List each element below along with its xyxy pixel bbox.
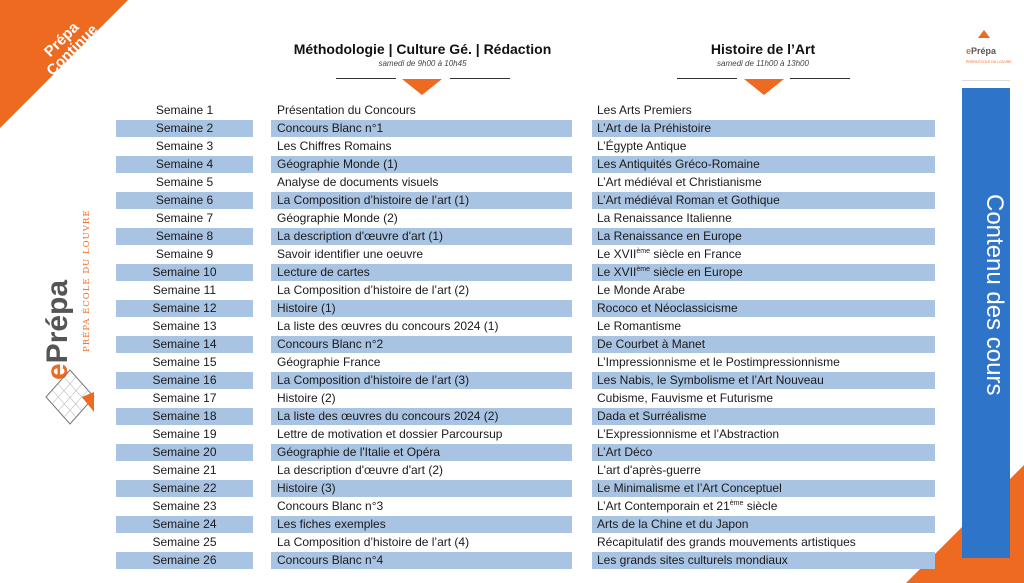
- table-row: [0, 120, 1024, 138]
- table-row: [0, 174, 1024, 192]
- week-cell: Semaine 12: [116, 300, 253, 317]
- week-cell: Semaine 20: [116, 444, 253, 461]
- histoire-cell: Le Romantisme: [597, 319, 682, 333]
- panel-brand-e: e: [966, 46, 972, 56]
- panel-brand-name: Prépa: [971, 46, 997, 56]
- header-rule: [790, 78, 850, 79]
- histoire-cell: La Renaissance en Europe: [592, 228, 935, 245]
- header-rule: [677, 78, 737, 79]
- table-row: [0, 534, 1024, 552]
- week-cell: Semaine 3: [155, 139, 214, 153]
- week-cell: Semaine 17: [152, 391, 217, 405]
- table-row: [0, 408, 1024, 426]
- table-row: [0, 192, 1024, 210]
- methodologie-title: Méthodologie | Culture Gé. | Rédaction: [293, 41, 552, 57]
- histoire-cell: [592, 264, 935, 281]
- histoire-cell: [592, 498, 935, 515]
- table-row: [0, 390, 1024, 408]
- brand-subtitle: PRÉPA ÉCOLE DU LOUVRE: [82, 209, 92, 352]
- methodologie-cell: Savoir identifier une oeuvre: [277, 247, 424, 261]
- week-cell: Semaine 15: [152, 355, 217, 369]
- week-cell: Semaine 21: [152, 463, 217, 477]
- histoire-cell: [592, 246, 935, 263]
- table-row: [0, 354, 1024, 372]
- methodologie-cell: Géographie Monde (1): [271, 156, 572, 173]
- methodologie-cell: Histoire (1): [271, 300, 572, 317]
- histoire-cell: L’Art médiéval Roman et Gothique: [592, 192, 935, 209]
- methodologie-cell: Lecture de cartes: [271, 264, 572, 281]
- histoire-cell: L’Expressionnisme et l’Abstraction: [597, 427, 780, 441]
- methodologie-cell: La Composition d’histoire de l’art (4): [277, 535, 470, 549]
- histoire-text: siècle: [743, 499, 778, 513]
- histoire-text: siècle en France: [649, 247, 742, 261]
- histoire-cell: Cubisme, Fauvisme et Futurisme: [597, 391, 774, 405]
- table-row: [0, 480, 1024, 498]
- week-cell: Semaine 11: [152, 283, 217, 297]
- brand-name: Prépa: [41, 279, 74, 364]
- methodologie-cell: Géographie France: [277, 355, 381, 369]
- week-cell: Semaine 16: [116, 372, 253, 389]
- week-cell: Semaine 18: [116, 408, 253, 425]
- panel-brand-subtitle: PRÉPA ÉCOLE DU LOUVRE: [966, 60, 1012, 64]
- logo-mark-icon: [978, 30, 990, 38]
- histoire-cell: Les Antiquités Gréco-Romaine: [592, 156, 935, 173]
- table-row: [0, 372, 1024, 390]
- methodologie-cell: Concours Blanc n°1: [271, 120, 572, 137]
- table-row: [0, 462, 1024, 480]
- histoire-cell: L’Égypte Antique: [597, 139, 687, 153]
- histoire-cell: L’Art Déco: [592, 444, 935, 461]
- histoire-text: Le XVII: [597, 247, 637, 261]
- methodologie-cell: La description d'œuvre d'art (1): [271, 228, 572, 245]
- histoire-superscript: ème: [636, 266, 650, 273]
- table-row: [0, 210, 1024, 228]
- histoire-cell: Les Arts Premiers: [597, 103, 692, 117]
- week-cell: Semaine 22: [116, 480, 253, 497]
- week-cell: Semaine 25: [152, 535, 217, 549]
- methodologie-cell: Les fiches exemples: [271, 516, 572, 533]
- table-row: [0, 102, 1024, 120]
- week-cell: Semaine 1: [155, 103, 214, 117]
- methodologie-cell: La Composition d’histoire de l’art (3): [271, 372, 572, 389]
- histoire-time: samedi de 11h00 à 13h00: [717, 59, 809, 68]
- histoire-cell: L'art d'après-guerre: [597, 463, 701, 477]
- week-cell: Semaine 26: [116, 552, 253, 569]
- methodologie-cell: Analyse de documents visuels: [277, 175, 439, 189]
- table-row: [0, 138, 1024, 156]
- methodologie-cell: La liste des œuvres du concours 2024 (1): [277, 319, 499, 333]
- histoire-cell: La Renaissance Italienne: [597, 211, 732, 225]
- methodologie-cell: Présentation du Concours: [277, 103, 416, 117]
- histoire-superscript: ème: [636, 248, 650, 255]
- histoire-cell: L’Art médiéval et Christianisme: [597, 175, 762, 189]
- corner-label: Prépa Continue: [40, 18, 102, 80]
- methodologie-cell: Concours Blanc n°3: [277, 499, 384, 513]
- table-row: [0, 246, 1024, 264]
- histoire-cell: Récapitulatif des grands mouvements artistiques: [597, 535, 856, 549]
- histoire-cell: L’Art de la Préhistoire: [592, 120, 935, 137]
- table-row: [0, 318, 1024, 336]
- methodologie-cell: Concours Blanc n°4: [271, 552, 572, 569]
- methodologie-cell: Géographie de l'Italie et Opéra: [271, 444, 572, 461]
- table-row: [0, 156, 1024, 174]
- methodologie-cell: Histoire (2): [277, 391, 336, 405]
- histoire-title: Histoire de l’Art: [710, 41, 816, 57]
- histoire-text: siècle en Europe: [649, 265, 743, 279]
- week-cell: Semaine 2: [116, 120, 253, 137]
- week-cell: Semaine 19: [152, 427, 217, 441]
- header-arrow-icon: [744, 79, 784, 95]
- methodologie-cell: Lettre de motivation et dossier Parcoursup: [277, 427, 503, 441]
- histoire-text: Le XVII: [597, 265, 637, 279]
- week-cell: Semaine 4: [116, 156, 253, 173]
- table-row: [0, 498, 1024, 516]
- histoire-header: [652, 41, 874, 68]
- histoire-cell: De Courbet à Manet: [592, 336, 935, 353]
- methodologie-cell: La Composition d’histoire de l’art (2): [277, 283, 470, 297]
- week-cell: Semaine 5: [155, 175, 214, 189]
- methodologie-cell: Les Chiffres Romains: [277, 139, 392, 153]
- table-row: [0, 336, 1024, 354]
- methodologie-time: samedi de 9h00 à 10h45: [378, 59, 467, 68]
- methodologie-cell: La Composition d’histoire de l’art (1): [271, 192, 572, 209]
- methodologie-cell: Concours Blanc n°2: [271, 336, 572, 353]
- histoire-cell: L’Impressionnisme et le Postimpressionnisme: [597, 355, 840, 369]
- table-row: [0, 282, 1024, 300]
- week-cell: Semaine 14: [116, 336, 253, 353]
- histoire-cell: Le Minimalisme et l’Art Conceptuel: [592, 480, 935, 497]
- header-rule: [336, 78, 396, 79]
- table-row: [0, 552, 1024, 570]
- week-cell: Semaine 13: [152, 319, 217, 333]
- table-row: [0, 228, 1024, 246]
- week-cell: Semaine 10: [116, 264, 253, 281]
- table-row: [0, 444, 1024, 462]
- week-cell: Semaine 9: [155, 247, 214, 261]
- week-cell: Semaine 23: [152, 499, 217, 513]
- histoire-cell: Le Monde Arabe: [597, 283, 686, 297]
- methodologie-cell: La description d'œuvre d'art (2): [277, 463, 443, 477]
- methodologie-cell: Géographie Monde (2): [277, 211, 398, 225]
- week-cell: Semaine 24: [116, 516, 253, 533]
- table-row: [0, 516, 1024, 534]
- histoire-cell: Rococo et Néoclassicisme: [592, 300, 935, 317]
- methodologie-cell: Histoire (3): [271, 480, 572, 497]
- week-cell: Semaine 7: [155, 211, 214, 225]
- histoire-superscript: ème: [729, 500, 744, 507]
- header-arrow-icon: [402, 79, 442, 95]
- histoire-text: L’Art Contemporain et 21: [597, 499, 730, 513]
- methodologie-header: [270, 41, 575, 68]
- histoire-cell: Arts de la Chine et du Japon: [592, 516, 935, 533]
- histoire-cell: Les Nabis, le Symbolisme et l’Art Nouveau: [592, 372, 935, 389]
- brand-e: e: [41, 363, 74, 380]
- table-row: [0, 300, 1024, 318]
- table-row: [0, 264, 1024, 282]
- methodologie-cell: La liste des œuvres du concours 2024 (2): [271, 408, 572, 425]
- panel-logo: [962, 28, 1010, 81]
- histoire-cell: Les grands sites culturels mondiaux: [592, 552, 935, 569]
- week-cell: Semaine 6: [116, 192, 253, 209]
- side-title: Contenu des cours: [981, 194, 1008, 396]
- week-cell: Semaine 8: [116, 228, 253, 245]
- histoire-cell: Dada et Surréalisme: [592, 408, 935, 425]
- table-row: [0, 426, 1024, 444]
- header-rule: [450, 78, 510, 79]
